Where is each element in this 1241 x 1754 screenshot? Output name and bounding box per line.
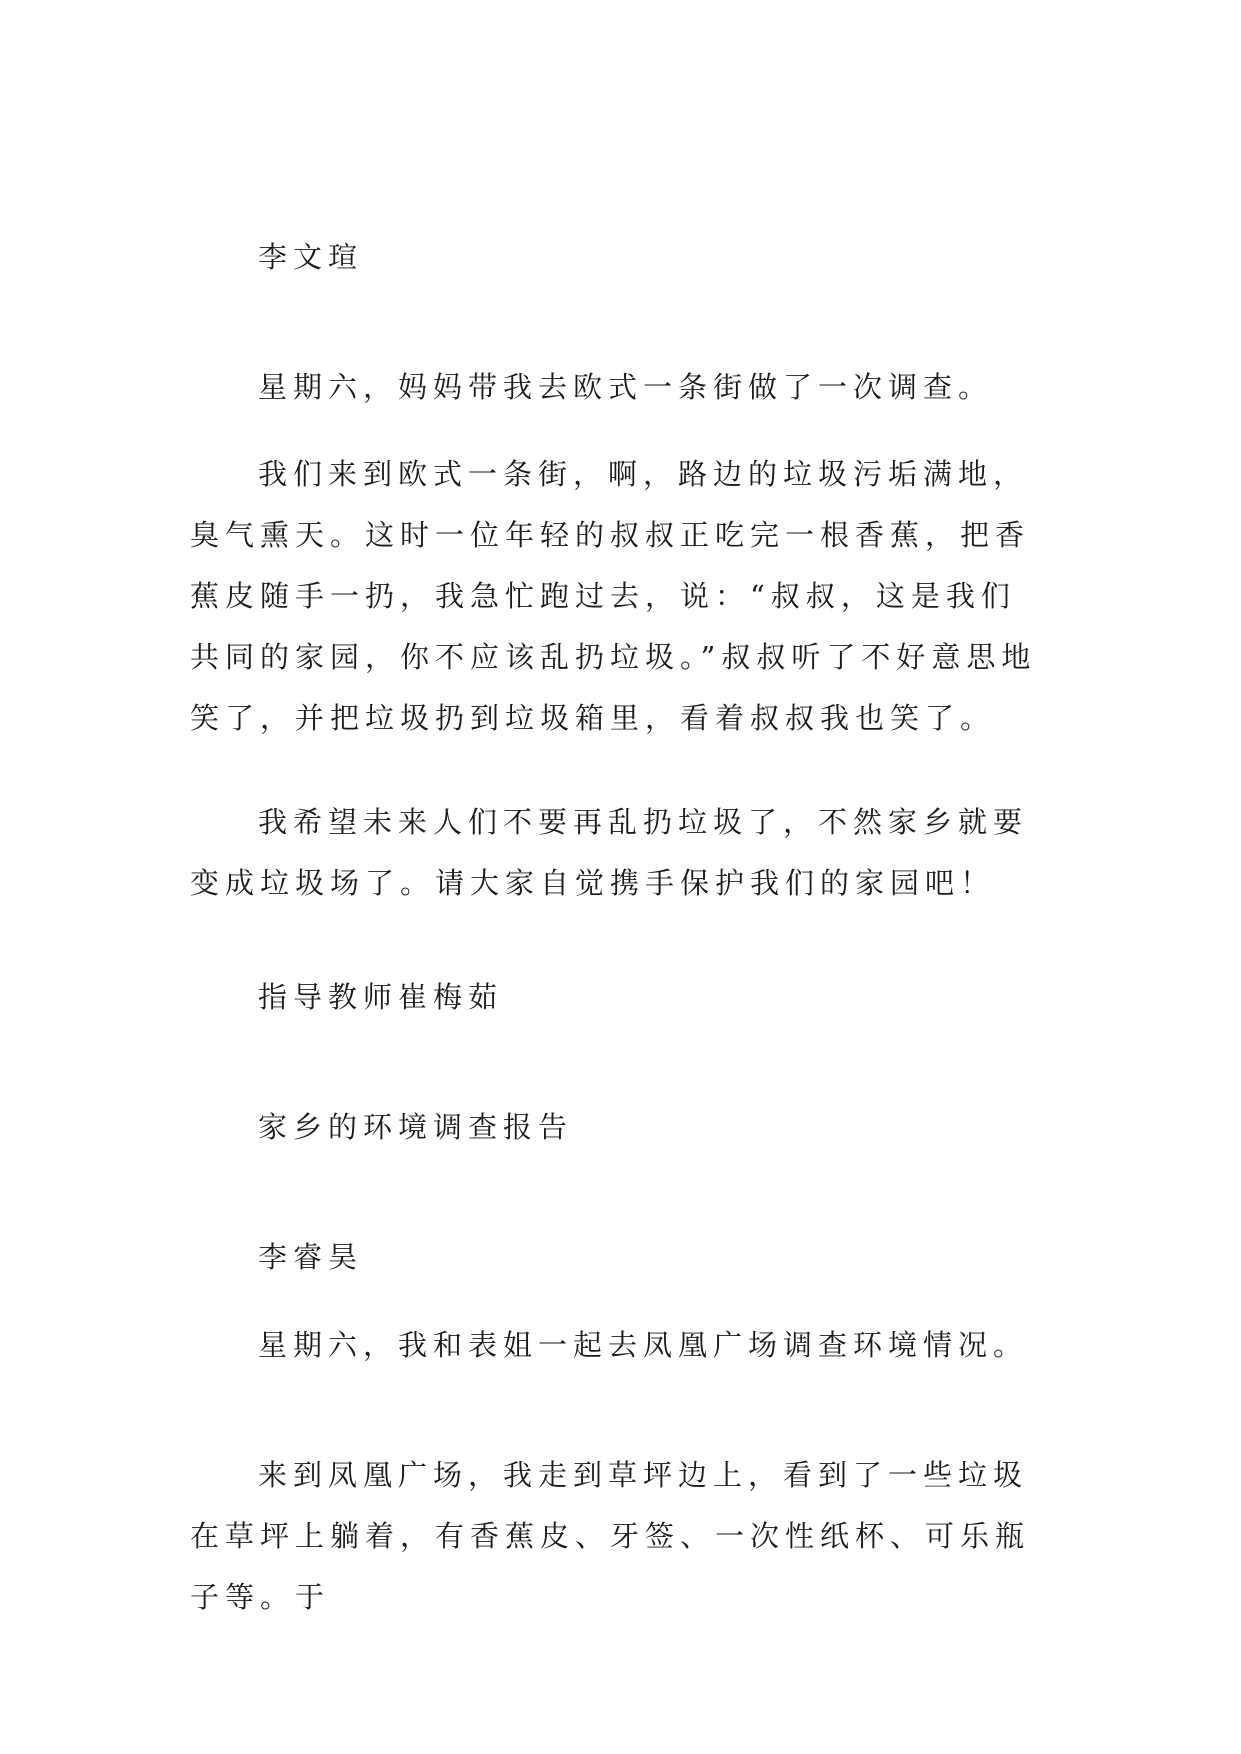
paragraph-intro: 星期六，妈妈带我去欧式一条街做了一次调查。 <box>258 370 994 404</box>
paragraph-body-2: 来到凤凰广场，我走到草坪边上，看到了一些垃圾在草坪上躺着，有香蕉皮、牙签、一次性纸杯、可乐瓶子等。于 <box>190 1458 1031 1614</box>
report-title: 家乡的环境调查报告 <box>258 1110 574 1144</box>
paragraph-conclusion: 我希望未来人们不要再乱扔垃圾了，不然家乡就要变成垃圾场了。请大家自觉携手保护我们的家园吧！ <box>190 805 1029 900</box>
author-name-2: 李睿昊 <box>258 1240 364 1274</box>
paragraph-intro-2: 星期六，我和表姐一起去凤凰广场调查环境情况。 <box>258 1328 1029 1362</box>
paragraph-body: 我们来到欧式一条街，啊，路边的垃圾污垢满地，臭气熏天。这时一位年轻的叔叔正吃完一根香蕉，把香蕉皮随手一扔，我急忙跑过去，说：“叔叔，这是我们共同的家园，你不应该乱扔垃圾。”叔叔听了不好意思地笑了，并把垃圾扔到垃圾箱里，看着叔叔我也笑了。 <box>190 457 1037 735</box>
teacher-credit: 指导教师崔梅茹 <box>258 980 504 1014</box>
author-name: 李文瑄 <box>258 240 364 274</box>
